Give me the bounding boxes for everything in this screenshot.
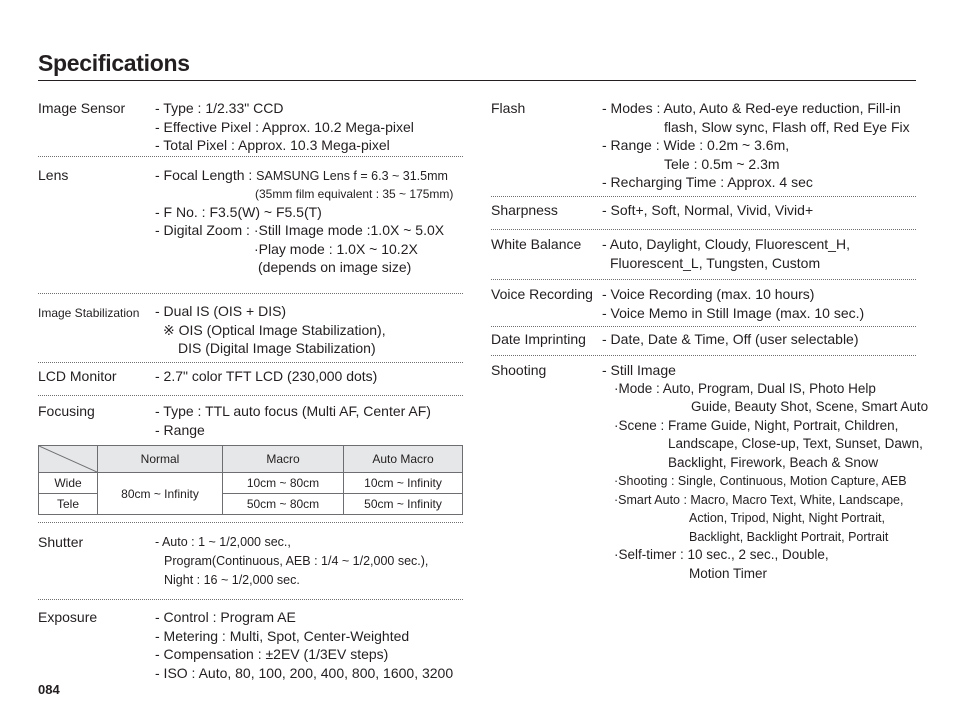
spec-line: - Effective Pixel : Approx. 10.2 Mega-pixel	[155, 118, 414, 135]
spec-values	[155, 402, 463, 439]
spec-values	[602, 330, 916, 349]
spec-line: - ISO : Auto, 80, 100, 200, 400, 800, 1600, 3200	[155, 664, 454, 681]
table-corner-cell	[39, 446, 98, 473]
spec-line: ·Scene : Frame Guide, Night, Portrait, Children,	[614, 417, 899, 433]
focal-length-value: SAMSUNG Lens f = 6.3 ~ 31.5mm	[256, 169, 448, 183]
spec-white-balance	[491, 230, 916, 279]
spec-line: - Soft+, Soft, Normal, Vivid, Vivid+	[602, 202, 814, 218]
spec-line: ·Mode : Auto, Program, Dual IS, Photo Help	[614, 380, 876, 396]
spec-line	[155, 166, 463, 186]
spec-label: Date Imprinting	[491, 331, 586, 347]
spec-line: (depends on image size)	[258, 259, 412, 275]
spec-label: Flash	[491, 100, 526, 116]
spec-values	[602, 285, 916, 322]
spec-line: Night : 16 ~ 1/2,000 sec.	[164, 573, 300, 587]
spec-shooting	[491, 356, 929, 583]
spec-values	[155, 533, 463, 590]
table-cell: 10cm ~ Infinity	[344, 473, 463, 494]
spec-values	[602, 99, 916, 192]
spec-label: Image Stabilization	[38, 306, 140, 320]
spec-line: ·Self-timer : 10 sec., 2 sec., Double,	[614, 547, 829, 562]
spec-line	[155, 221, 463, 240]
spec-label: White Balance	[491, 236, 582, 252]
table-cell: 50cm ~ Infinity	[344, 494, 463, 515]
spec-values	[602, 201, 916, 220]
spec-line: - Voice Memo in Still Image (max. 10 sec.)	[602, 304, 865, 321]
table-header-cell: Normal	[98, 446, 223, 473]
spec-line: - Control : Program AE	[155, 609, 296, 625]
spec-values	[602, 361, 929, 583]
spec-line: - F No. : F3.5(W) ~ F5.5(T)	[155, 203, 322, 220]
spec-values	[155, 608, 463, 682]
diagonal-line	[39, 446, 97, 472]
table-row-name: Tele	[39, 494, 98, 515]
spec-label: LCD Monitor	[38, 368, 117, 384]
spec-line: - 2.7" color TFT LCD (230,000 dots)	[155, 368, 378, 384]
table-row	[39, 473, 463, 494]
focus-range-table	[38, 445, 463, 515]
spec-label: Shooting	[491, 362, 547, 378]
spec-column-left	[38, 99, 463, 688]
spec-column-right	[491, 99, 929, 583]
table-cell: 10cm ~ 80cm	[223, 473, 344, 494]
spec-label: Voice Recording	[491, 286, 593, 302]
page-title: Specifications	[38, 50, 190, 76]
spec-exposure	[38, 600, 463, 688]
spec-line: ·Shooting : Single, Continuous, Motion Capture, AEB	[614, 474, 907, 488]
spec-line: ※ OIS (Optical Image Stabilization),	[163, 321, 386, 338]
spec-values	[155, 367, 463, 386]
table-row-name: Wide	[39, 473, 98, 494]
page-number: 084	[38, 682, 60, 697]
focal-length-label: - Focal Length :	[155, 167, 257, 183]
spec-line: - Recharging Time : Approx. 4 sec	[602, 174, 813, 190]
spec-line: Tele : 0.5m ~ 2.3m	[664, 155, 780, 172]
spec-lens	[38, 157, 463, 293]
spec-sharpness	[491, 197, 916, 229]
table-cell-normal: 80cm ~ Infinity	[98, 473, 223, 515]
spec-label: Sharpness	[491, 202, 558, 218]
spec-values	[155, 302, 463, 358]
spec-label: Shutter	[38, 534, 84, 550]
spec-line: - Still Image	[602, 362, 676, 378]
spec-line: - Auto, Daylight, Cloudy, Fluorescent_H,	[602, 236, 850, 252]
digital-zoom-value: ·Still Image mode :1.0X ~ 5.0X	[253, 222, 445, 238]
spec-line: - Total Pixel : Approx. 10.3 Mega-pixel	[155, 137, 390, 153]
spec-line: ·Smart Auto : Macro, Macro Text, White, Landscape,	[614, 492, 904, 507]
spec-line: flash, Slow sync, Flash off, Red Eye Fix	[664, 118, 910, 135]
spec-line: - Type : TTL auto focus (Multi AF, Center AF)	[155, 403, 431, 419]
spec-line: - Type : 1/2.33" CCD	[155, 100, 284, 116]
spec-line: Program(Continuous, AEB : 1/4 ~ 1/2,000 sec.),	[164, 554, 429, 568]
table-header-row	[39, 446, 463, 473]
spec-shutter	[38, 523, 463, 599]
spec-line: - Voice Recording (max. 10 hours)	[602, 286, 815, 302]
spec-date-imprinting	[491, 327, 916, 355]
table-header-cell: Macro	[223, 446, 344, 473]
spec-line: - Dual IS (OIS + DIS)	[155, 303, 287, 319]
spec-line: - Range : Wide : 0.2m ~ 3.6m,	[602, 137, 790, 153]
spec-label: Image Sensor	[38, 100, 126, 116]
spec-image-stabilization	[38, 294, 463, 362]
spec-image-sensor	[38, 99, 463, 156]
spec-label: Exposure	[38, 609, 98, 625]
spec-label: Lens	[38, 167, 69, 183]
spec-voice-recording	[491, 280, 916, 326]
spec-line: - Metering : Multi, Spot, Center-Weighted	[155, 627, 410, 644]
digital-zoom-label: - Digital Zoom :	[155, 222, 254, 238]
spec-line: Backlight, Backlight Portrait, Portrait	[689, 529, 889, 544]
table-cell: 50cm ~ 80cm	[223, 494, 344, 515]
spec-values	[602, 235, 916, 272]
spec-line: Action, Tripod, Night, Night Portrait,	[689, 511, 885, 525]
spec-line: Motion Timer	[689, 565, 768, 581]
spec-focusing	[38, 396, 463, 522]
title-rule	[38, 80, 916, 81]
spec-flash	[491, 99, 916, 196]
spec-lcd-monitor	[38, 363, 463, 395]
table-header-cell: Auto Macro	[344, 446, 463, 473]
spec-values	[155, 99, 463, 155]
spec-values	[155, 166, 463, 277]
spec-label: Focusing	[38, 403, 95, 419]
spec-line: (35mm film equivalent : 35 ~ 175mm)	[255, 186, 454, 201]
spec-line: - Modes : Auto, Auto & Red-eye reduction, Fill-in	[602, 100, 901, 116]
spec-line: Fluorescent_L, Tungsten, Custom	[610, 254, 821, 271]
spec-line: - Range	[155, 421, 205, 438]
spec-line: Guide, Beauty Shot, Scene, Smart Auto	[691, 399, 929, 414]
spec-line: Backlight, Firework, Beach & Snow	[668, 454, 879, 470]
spec-line: Landscape, Close-up, Text, Sunset, Dawn,	[668, 436, 923, 451]
spec-line: - Date, Date & Time, Off (user selectable)	[602, 331, 859, 347]
spec-line: ·Play mode : 1.0X ~ 10.2X	[254, 240, 418, 257]
spec-line: - Compensation : ±2EV (1/3EV steps)	[155, 646, 389, 662]
spec-line: - Auto : 1 ~ 1/2,000 sec.,	[155, 535, 291, 549]
spec-line: DIS (Digital Image Stabilization)	[178, 340, 376, 356]
